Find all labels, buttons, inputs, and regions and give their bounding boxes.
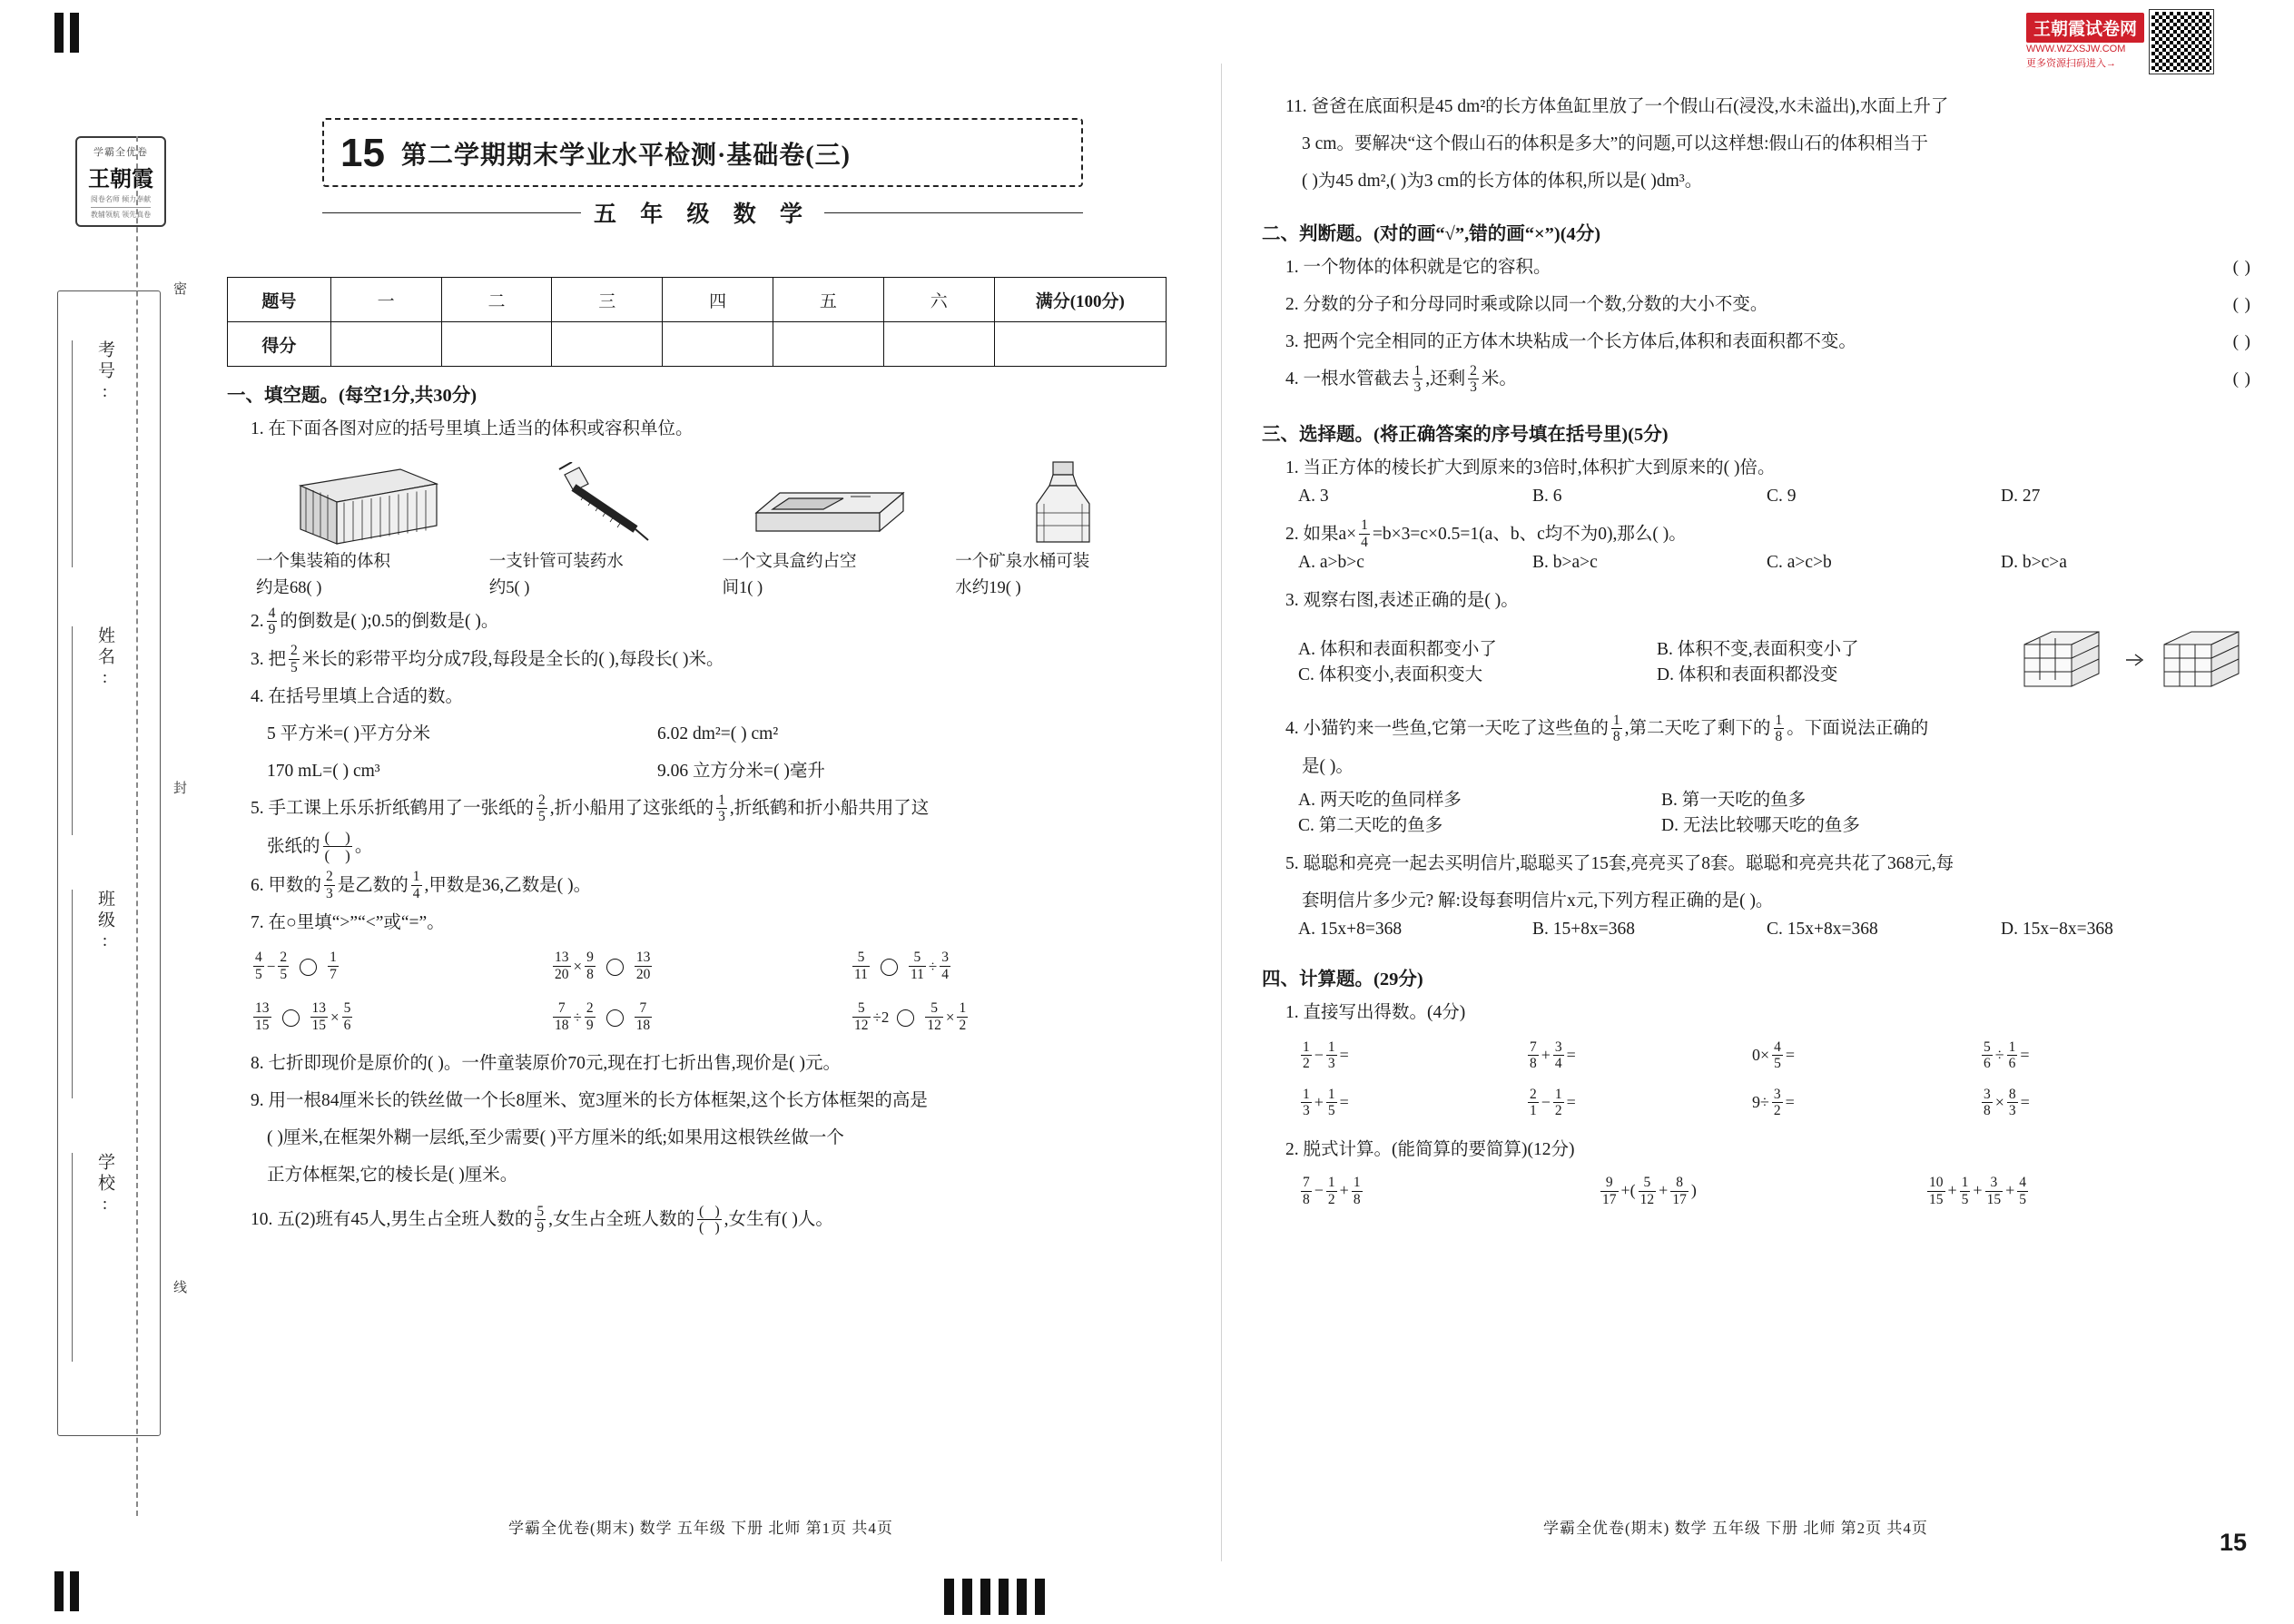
tf4-f1-n: 1 bbox=[1413, 362, 1422, 379]
tf-answer-3[interactable]: ( ) bbox=[2232, 331, 2251, 351]
calc-expr-1[interactable]: $\frac{1}{2}$ − $\frac{1}{3}$ = bbox=[1303, 1038, 1349, 1072]
s3-q5-options bbox=[1298, 920, 2251, 940]
s3-q3-options-row2 bbox=[1298, 660, 2015, 685]
s3-q5-optD[interactable]: D. 15x−8x=368 bbox=[2001, 919, 2113, 939]
caption-4-line1: 一个矿泉水桶可装 bbox=[955, 553, 1090, 572]
q6-c: ,甲数是36,乙数是( )。 bbox=[424, 875, 592, 895]
score-input-2[interactable] bbox=[441, 322, 552, 367]
paper-header bbox=[322, 118, 1167, 229]
s3-q3-options-row1 bbox=[1298, 635, 2015, 660]
q7-col-2 bbox=[550, 941, 850, 1043]
q1-7-grid bbox=[251, 941, 1176, 1043]
caption-3-line1: 一个文具盒约占空 bbox=[722, 553, 857, 572]
s3-q4-options-row2 bbox=[1298, 811, 2251, 836]
s3-q1-optB[interactable]: B. 6 bbox=[1532, 486, 1562, 506]
corner-mark-top-left bbox=[54, 13, 79, 53]
field-name: 姓名: bbox=[95, 626, 114, 691]
s3-q3-text: 3. 观察右图,表述正确的是( )。 bbox=[1285, 591, 1519, 611]
publisher-logo bbox=[75, 136, 166, 227]
score-row-label-1: 题号 bbox=[228, 278, 331, 322]
score-row-label-2: 得分 bbox=[228, 322, 331, 367]
field-name-line bbox=[72, 626, 73, 835]
s3-q3-optC[interactable]: C. 体积变小,表面积变大 bbox=[1298, 665, 1483, 685]
s3-q5-optB[interactable]: B. 15+8x=368 bbox=[1532, 919, 1636, 939]
q5-a: 5. 手工课上乐乐折纸鹤用了一张纸的 bbox=[251, 799, 535, 819]
q10-blank-n: ( ) bbox=[699, 1203, 720, 1219]
score-col-3: 三 bbox=[552, 278, 663, 322]
q7-expr-6: $\frac{5}{12}$ ÷2 $\frac{5}{12}$ × $\frac{1}{2}$ bbox=[854, 1000, 967, 1033]
s3-q2-optA[interactable]: A. a>b>c bbox=[1298, 553, 1364, 573]
calc-expr-3[interactable]: 0× $\frac{4}{5}$ = bbox=[1752, 1038, 1796, 1072]
s3-q3-optB[interactable]: B. 体积不变,表面积变小了 bbox=[1657, 640, 1859, 660]
calc-expr-8[interactable]: $\frac{3}{8}$ × $\frac{8}{3}$ = bbox=[1984, 1086, 2030, 1119]
field-class: 班级: bbox=[95, 890, 114, 954]
title-box bbox=[322, 118, 1083, 187]
tf4-f2-n: 2 bbox=[1470, 362, 1477, 379]
q7-expr-5: $\frac{7}{18}$ ÷ $\frac{2}{9}$ $\frac{7}{18}$ bbox=[555, 1000, 651, 1033]
s3-q1-options bbox=[1298, 487, 2251, 507]
footer-right: 学霸全优卷(期末) 数学 五年级 下册 北师 第2页 共4页 bbox=[1543, 1520, 1928, 1537]
q10-a: 10. 五(2)班有45人,男生占全班人数的 bbox=[251, 1210, 533, 1230]
compare-circle[interactable] bbox=[606, 1009, 624, 1027]
compare-circle[interactable] bbox=[282, 1009, 300, 1027]
q7-expr-1: $\frac{4}{5}$ − $\frac{2}{5}$ $\frac{1}{7}$ bbox=[255, 950, 337, 982]
q3-pre: 3. 把 bbox=[251, 649, 287, 669]
score-col-4: 四 bbox=[663, 278, 773, 322]
q1-6 bbox=[227, 869, 1176, 902]
s3q4-f1-d: 8 bbox=[1612, 729, 1620, 745]
s3q2-f-d: 4 bbox=[1361, 534, 1368, 550]
calc-expr-6[interactable]: $\frac{2}{1}$ − $\frac{1}{2}$ = bbox=[1530, 1086, 1576, 1119]
section-1-heading: 一、填空题。(每空1分,共30分) bbox=[227, 386, 478, 406]
rule-left bbox=[322, 212, 581, 213]
q1-11-l1: 11. 爸爸在底面积是45 dm²的长方体鱼缸里放了一个假山石(浸没,水未溢出),水面上升了 bbox=[1285, 97, 1949, 116]
q6-b: 是乙数的 bbox=[337, 875, 409, 895]
q2-frac-den: 9 bbox=[268, 622, 276, 638]
subtitle-row bbox=[322, 196, 1083, 229]
compare-circle[interactable] bbox=[606, 959, 624, 976]
q7-expr-3: $\frac{5}{11}$ $\frac{5}{11}$ ÷ $\frac{3}{4}$ bbox=[854, 950, 949, 982]
calc-col-3 bbox=[1752, 1031, 1979, 1126]
figure-cell-4 bbox=[950, 455, 1176, 601]
s3-q1-optC[interactable]: C. 9 bbox=[1767, 486, 1797, 506]
footer-left: 学霸全优卷(期末) 数学 五年级 下册 北师 第1页 共4页 bbox=[508, 1520, 893, 1537]
q4-b: 6.02 dm²=( ) cm² bbox=[657, 724, 779, 744]
calc-expr-2[interactable]: $\frac{7}{8}$ + $\frac{3}{4}$ = bbox=[1530, 1038, 1576, 1072]
seal-dashed-line bbox=[136, 136, 138, 1516]
score-input-4[interactable] bbox=[663, 322, 773, 367]
q6-f1-n: 2 bbox=[326, 869, 333, 885]
logo-sub1: 阅卷名师 倾力奉献 bbox=[90, 194, 152, 203]
s3-q1-optA[interactable]: A. 3 bbox=[1298, 486, 1329, 506]
q1-5 bbox=[227, 792, 1176, 825]
q3-post: 米长的彩带平均分成7段,每段是全长的( ),每段长( )米。 bbox=[301, 649, 724, 669]
s3-q2-optB[interactable]: B. b>a>c bbox=[1532, 553, 1598, 573]
s3-q5-optC[interactable]: C. 15x+8x=368 bbox=[1767, 919, 1878, 939]
s3-q4-text bbox=[1262, 712, 2251, 745]
q6-f1-d: 3 bbox=[326, 885, 333, 901]
q5-blank-d: ( ) bbox=[324, 846, 350, 864]
s3-q4-optA[interactable]: A. 两天吃的鱼同样多 bbox=[1298, 790, 1462, 810]
figure-cell-1 bbox=[251, 455, 477, 601]
section2-item-1 bbox=[1262, 251, 2251, 284]
q1-9-l3: 正方体框架,它的棱长是( )厘米。 bbox=[267, 1166, 518, 1186]
section2-item-4 bbox=[1262, 362, 2251, 396]
page-title: 第二学期期末学业水平检测·基础卷(三) bbox=[400, 142, 851, 170]
q1-1-figures bbox=[251, 455, 1176, 601]
pencil-case-icon bbox=[717, 455, 943, 549]
s3q4-f2-d: 8 bbox=[1775, 729, 1783, 745]
brand-url: WWW.WZXSJW.COM bbox=[2026, 43, 2126, 54]
q1-4-row1 bbox=[227, 717, 1176, 751]
s4-q2-expr-3[interactable]: $\frac{10}{15}$ + $\frac{1}{5}$ + $\frac{3}{15}$ + $\frac{4}{5}$ bbox=[1929, 1175, 2026, 1207]
score-input-5[interactable] bbox=[773, 322, 884, 367]
field-school: 学校: bbox=[95, 1153, 114, 1217]
score-input-6[interactable] bbox=[883, 322, 994, 367]
s4-q2-grid bbox=[1298, 1176, 2251, 1208]
q10-blank-d: ( ) bbox=[699, 1220, 720, 1236]
q6-f2-n: 1 bbox=[412, 869, 420, 885]
q1-9-l1: 9. 用一根84厘米长的铁丝做一个长8厘米、宽3厘米的长方体框架,这个长方体框架的高是 bbox=[251, 1091, 928, 1111]
s4-q2-text: 2. 脱式计算。(能简算的要简算)(12分) bbox=[1285, 1140, 1575, 1160]
score-col-5: 五 bbox=[773, 278, 884, 322]
section-4-heading: 四、计算题。(29分) bbox=[1262, 969, 1423, 989]
s3-q5-l1: 5. 聪聪和亮亮一起去买明信片,聪聪买了15套,亮亮买了8套。聪聪和亮亮共花了368元,每 bbox=[1285, 853, 1954, 873]
table-row bbox=[228, 278, 1167, 322]
s3-q2-post: =b×3=c×0.5=1(a、b、c均不为0),那么( )。 bbox=[1372, 524, 1687, 544]
score-full-label: 满分(100分) bbox=[994, 278, 1166, 322]
tf-answer-4[interactable]: ( ) bbox=[2232, 369, 2251, 389]
s3q4-f2-n: 1 bbox=[1775, 712, 1783, 728]
tf-text-4-post: 米。 bbox=[1481, 369, 1517, 389]
q7-expr-4: $\frac{13}{15}$ $\frac{13}{15}$ × $\frac{5}{6}$ bbox=[255, 1000, 351, 1033]
page-number: 15 bbox=[2219, 1529, 2247, 1556]
q1-3 bbox=[227, 643, 1176, 676]
cubes-figure bbox=[2015, 619, 2255, 701]
q5-c: ,折纸鹤和折小船共用了这 bbox=[729, 799, 930, 819]
s3-q2-optC[interactable]: C. a>c>b bbox=[1767, 553, 1832, 573]
qr-code-icon bbox=[2150, 10, 2213, 74]
s4-q1-grid bbox=[1298, 1031, 2251, 1126]
q6-f2-d: 4 bbox=[412, 885, 420, 901]
s3-q1-optD[interactable]: D. 27 bbox=[2001, 486, 2041, 506]
right-column bbox=[1262, 86, 2251, 1208]
calc-col-1 bbox=[1298, 1031, 1525, 1126]
left-column bbox=[227, 363, 1176, 1239]
logo-sub2: 教辅领航 领先真卷 bbox=[91, 207, 151, 220]
tf-answer-1[interactable]: ( ) bbox=[2232, 257, 2251, 277]
q5-b: ,折小船用了这张纸的 bbox=[549, 799, 714, 819]
q1-11-l3: ( )为45 dm²,( )为3 cm的长方体的体积,所以是( )dm³。 bbox=[1302, 172, 1703, 192]
s3-q2-optD[interactable]: D. b>c>a bbox=[2001, 553, 2067, 573]
tf-text-4-mid: ,还剩 bbox=[1425, 369, 1466, 389]
rule-right bbox=[824, 212, 1083, 213]
shipping-container-icon bbox=[251, 455, 477, 549]
figure-cell-3 bbox=[717, 455, 943, 601]
paper-number: 15 bbox=[340, 131, 385, 175]
s3q4-f1-n: 1 bbox=[1612, 712, 1620, 728]
compare-circle[interactable] bbox=[300, 959, 317, 976]
tf-text-3: 3. 把两个完全相同的正方体木块粘成一个长方体后,体积和表面积都不变。 bbox=[1285, 332, 1856, 352]
table-row bbox=[228, 322, 1167, 367]
seal-char-2: 封 bbox=[172, 781, 186, 796]
caption-1-line2: 约是68( ) bbox=[256, 578, 322, 597]
q1-2: 2. $\frac{4}{9}$ 的倒数是( );0.5的倒数是( )。 bbox=[251, 605, 499, 638]
caption-2-line2: 约5( ) bbox=[488, 578, 530, 597]
field-exam-number-line bbox=[72, 340, 73, 567]
s3-q4-options-row1 bbox=[1298, 785, 2251, 811]
brand-name: 王朝霞试卷网 bbox=[2026, 13, 2144, 43]
caption-2-line1: 一支针管可装药水 bbox=[488, 553, 624, 572]
s3-q2-options bbox=[1298, 553, 2251, 573]
calc-expr-4[interactable]: $\frac{5}{6}$ ÷ $\frac{1}{6}$ = bbox=[1984, 1038, 2030, 1072]
q5-f1-n: 2 bbox=[538, 792, 546, 808]
q1-8: 8. 七折即现价是原价的( )。一件童装原价70元,现在打七折出售,现价是( )元。 bbox=[251, 1054, 841, 1074]
s3-q2-text bbox=[1262, 517, 2251, 551]
q7-expr-2: $\frac{13}{20}$ × $\frac{9}{8}$ $\frac{13}{20}$ bbox=[555, 950, 651, 982]
q1-4-row2 bbox=[227, 754, 1176, 788]
column-divider bbox=[1221, 64, 1222, 1561]
answer-sheet-stub bbox=[50, 109, 186, 1552]
q5-f2-n: 1 bbox=[718, 792, 725, 808]
q10-c: ,女生有( )人。 bbox=[724, 1210, 833, 1230]
s3-q4-mid: ,第二天吃了剩下的 bbox=[1624, 719, 1771, 739]
score-col-6: 六 bbox=[883, 278, 994, 322]
section-3-heading: 三、选择题。(将正确答案的序号填在括号里)(5分) bbox=[1262, 424, 1669, 445]
tf4-f1-d: 3 bbox=[1413, 379, 1422, 396]
s3-q2-pre: 2. 如果a× bbox=[1285, 524, 1357, 544]
water-bottle-icon bbox=[950, 455, 1176, 549]
s3-q4-pre: 4. 小猫钓来一些鱼,它第一天吃了这些鱼的 bbox=[1285, 719, 1609, 739]
q10-f1-d: 9 bbox=[537, 1220, 545, 1236]
q1-1-text: 1. 在下面各图对应的括号里填上适当的体积或容积单位。 bbox=[251, 419, 694, 438]
q4-c: 170 mL=( ) cm³ bbox=[267, 762, 380, 782]
q1-7-text: 7. 在○里填“>”“<”或“=”。 bbox=[251, 913, 445, 933]
q2-frac-num: 4 bbox=[268, 605, 276, 622]
brand-block bbox=[2026, 9, 2253, 74]
calc-expr-5[interactable]: $\frac{1}{3}$ + $\frac{1}{5}$ = bbox=[1303, 1086, 1349, 1119]
score-table bbox=[227, 277, 1167, 367]
syringe-icon bbox=[484, 455, 710, 549]
q1-5-cont: 张纸的 $\frac{( )}{( )}$ 。 bbox=[267, 828, 373, 864]
caption-3-line2: 间1( ) bbox=[722, 578, 763, 597]
q10-f1-n: 5 bbox=[537, 1204, 545, 1220]
q1-9-l2: ( )厘米,在框架外糊一层纸,至少需要( )平方厘米的纸;如果用这根铁丝做一个 bbox=[267, 1128, 844, 1148]
q1-10 bbox=[227, 1203, 1176, 1237]
s3-q4-post: 。下面说法正确的 bbox=[1787, 719, 1929, 739]
tf4-f2-d: 3 bbox=[1470, 379, 1477, 396]
s4-q2-expr-2[interactable]: $\frac{9}{17}$ +( $\frac{5}{12}$ + $\frac{8}{17}$ ) bbox=[1602, 1175, 1697, 1207]
s3-q4-optB[interactable]: B. 第一天吃的鱼多 bbox=[1661, 790, 1807, 810]
brand-note: 更多资源扫码进入→ bbox=[2026, 57, 2116, 69]
q1-11-l2: 3 cm。要解决“这个假山石的体积是多大”的问题,可以这样想:假山石的体积相当于 bbox=[1302, 134, 1929, 154]
q4-d: 9.06 立方分米=( )毫升 bbox=[657, 762, 825, 782]
calc-col-2 bbox=[1525, 1031, 1752, 1126]
caption-1-line1: 一个集装箱的体积 bbox=[256, 553, 391, 572]
s3-q4-optC[interactable]: C. 第二天吃的鱼多 bbox=[1298, 815, 1443, 835]
field-class-line bbox=[72, 890, 73, 1098]
field-exam-number: 考号: bbox=[95, 340, 114, 405]
s3q2-f-n: 1 bbox=[1361, 517, 1368, 534]
tf-answer-2[interactable]: ( ) bbox=[2232, 294, 2251, 314]
q3-frac-den: 5 bbox=[290, 659, 298, 675]
s3-q5-l2: 套明信片多少元? 解:设每套明信片x元,下列方程正确的是( )。 bbox=[1302, 891, 1774, 910]
q10-b: ,女生占全班人数的 bbox=[548, 1210, 695, 1230]
seal-char-3: 线 bbox=[172, 1280, 186, 1295]
score-col-2: 二 bbox=[441, 278, 552, 322]
q6-a: 6. 甲数的 bbox=[251, 875, 322, 895]
s3-q4-optD[interactable]: D. 无法比较哪天吃的鱼多 bbox=[1661, 815, 1860, 835]
figure-cell-2 bbox=[484, 455, 710, 601]
section2-item-3 bbox=[1262, 325, 2251, 359]
section2-item-2 bbox=[1262, 288, 2251, 321]
score-input-1[interactable] bbox=[330, 322, 441, 367]
q5-f1-d: 5 bbox=[538, 809, 546, 825]
q5-blank-n: ( ) bbox=[324, 828, 350, 846]
s3-q3-optD[interactable]: D. 体积和表面积都没变 bbox=[1657, 665, 1838, 685]
caption-4-line2: 水约19( ) bbox=[955, 578, 1021, 597]
logo-top-text: 学霸全优卷 bbox=[94, 146, 148, 158]
q7-col-1 bbox=[251, 941, 550, 1043]
s3-q1-text: 1. 当正方体的棱长扩大到原来的3倍时,体积扩大到原来的( )倍。 bbox=[1285, 458, 1776, 477]
s3-q5-optA[interactable]: A. 15x+8=368 bbox=[1298, 919, 1403, 939]
calc-expr-7[interactable]: 9÷ $\frac{3}{2}$ = bbox=[1752, 1086, 1795, 1119]
q7-col-3 bbox=[850, 941, 1149, 1043]
s4-q1-text: 1. 直接写出得数。(4分) bbox=[1285, 1002, 1466, 1022]
q4-a: 5 平方米=( )平方分米 bbox=[267, 724, 430, 744]
corner-mark-bottom-left bbox=[54, 1571, 79, 1611]
q5-f2-d: 3 bbox=[718, 809, 725, 825]
section-2-heading: 二、判断题。(对的画“√”,错的画“×”)(4分) bbox=[1262, 224, 1601, 245]
field-school-line bbox=[72, 1153, 73, 1362]
s4-q2-expr-1[interactable]: $\frac{7}{8}$ − $\frac{1}{2}$ + $\frac{1}{8}$ bbox=[1303, 1175, 1361, 1207]
compare-circle[interactable] bbox=[897, 1009, 914, 1027]
bottom-barcode bbox=[944, 1579, 1045, 1615]
score-col-1: 一 bbox=[330, 278, 441, 322]
score-input-3[interactable] bbox=[552, 322, 663, 367]
student-info-box bbox=[57, 290, 161, 1436]
tf-text-4-pre: 4. 一根水管截去 bbox=[1285, 369, 1410, 389]
s3-q4-post2: 是( )。 bbox=[1302, 756, 1354, 776]
logo-main-text: 王朝霞 bbox=[88, 166, 153, 192]
score-input-total[interactable] bbox=[994, 322, 1166, 367]
paper-subtitle: 五 年 级 数 学 bbox=[594, 202, 812, 227]
calc-col-4 bbox=[1979, 1031, 2206, 1126]
s3-q3-optA[interactable]: A. 体积和表面积都变小了 bbox=[1298, 640, 1497, 660]
q3-frac-num: 2 bbox=[290, 643, 298, 659]
compare-circle[interactable] bbox=[881, 959, 898, 976]
seal-char-1: 密 bbox=[172, 281, 186, 297]
q1-4-text: 4. 在括号里填上合适的数。 bbox=[251, 687, 464, 707]
tf-text-1: 1. 一个物体的体积就是它的容积。 bbox=[1285, 258, 1551, 278]
arrow-right-icon bbox=[2124, 651, 2146, 669]
tf-text-2: 2. 分数的分子和分母同时乘或除以同一个数,分数的大小不变。 bbox=[1285, 295, 1768, 315]
